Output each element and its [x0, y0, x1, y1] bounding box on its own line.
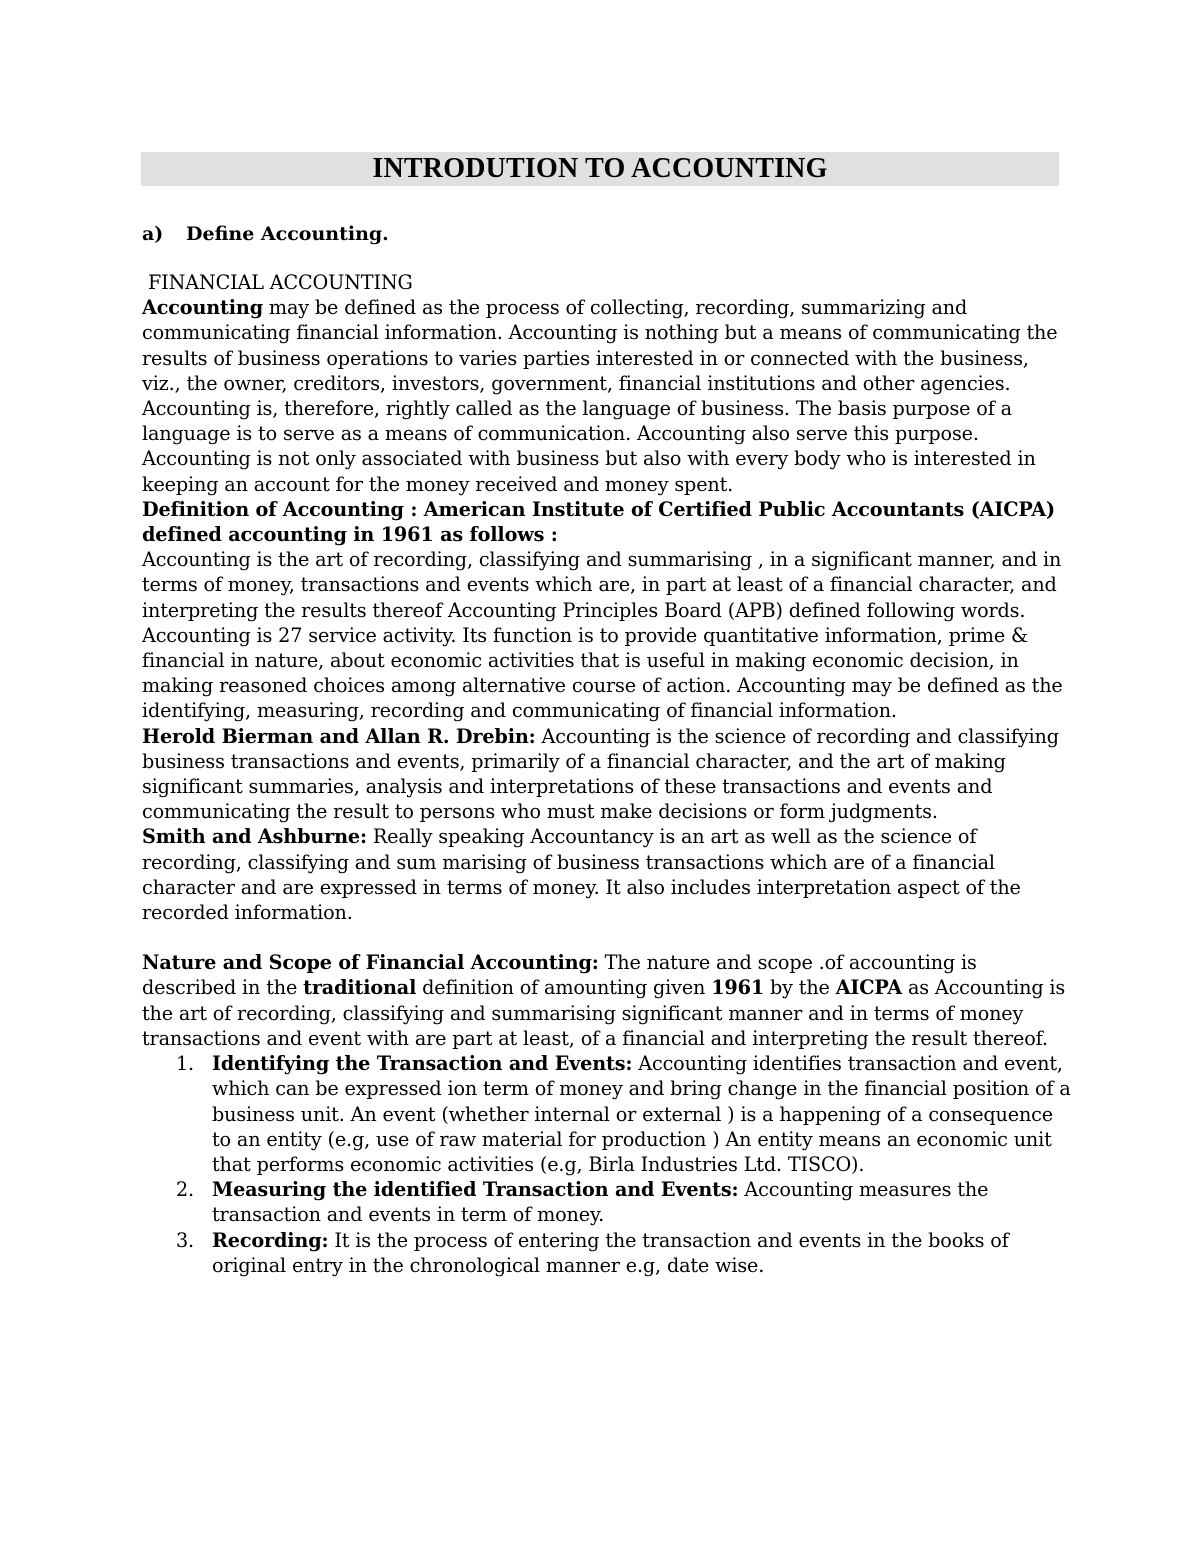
emphasis-text: AICPA — [835, 976, 902, 1000]
list-number: 3. — [176, 1228, 195, 1252]
list-item-lead: Measuring the identified Transaction and Events: — [212, 1178, 739, 1202]
list-number: 2. — [176, 1178, 195, 1202]
list-item-text: It is the process of entering the transaction and events in the books of original entry in the chronological manner e.g, date wise. — [212, 1228, 1009, 1277]
paragraph-lead: Herold Bierman and Allan R. Drebin: — [142, 724, 536, 748]
question-number: a) — [142, 223, 164, 245]
numbered-list — [142, 1051, 1072, 1278]
list-item — [142, 1051, 1072, 1177]
paragraph-text: as Accounting is the art of recording, classifying and summarising significant manner and in terms of money transactions and event with are part at least, of a financial and interpreting the result thereof. — [142, 976, 1066, 1050]
paragraph-smith — [142, 824, 1072, 925]
emphasis-text: 1961 — [711, 976, 765, 1000]
paragraph-aicpa-definition: Accounting is the art of recording, classifying and summarising , in a significant manner, and in terms of money, transactions and events which are, in part at least of a financial character, and interpreting the results thereof Accounting Principles Board (APB) defined following words. Accounting is 27 service activity. Its function is to provide quantitative information, prime & financial in nature, about economic activities that is useful in making economic decision, in making reasoned choices among alternative course of action. Accounting may be defined as the identifying, measuring, recording and communicating of financial information. — [142, 548, 1063, 723]
section-subheading: FINANCIAL ACCOUNTING — [148, 271, 413, 294]
question-text: Define Accounting. — [186, 223, 389, 245]
paragraph-text: Really speaking Accountancy is an art as well as the science of recording, classifying and sum marising of business transactions which are of a financial character and are expressed in terms of money. It also includes interpretation aspect of the recorded information. — [142, 825, 1021, 925]
paragraph-lead: Accounting — [142, 296, 263, 320]
paragraph-text: Accounting is the science of recording and classifying business transactions and events, primarily of a financial character, and the art of making significant summaries, analysis and interpretations of these transactions and events and communicating the result to persons who must make decisions or form judgments. — [142, 724, 1059, 824]
paragraph-spacer — [142, 925, 1072, 950]
paragraph-nature-scope — [142, 950, 1072, 1051]
paragraph-lead: Smith and Ashburne: — [142, 825, 367, 849]
aicpa-heading-text: Definition of Accounting : American Institute of Certified Public Accountants (AICPA) defined accounting in 1961 as follows : — [142, 497, 1055, 547]
list-item-text: Accounting identifies transaction and event, which can be expressed ion term of money and bring change in the financial position of a business unit. An event (whether internal or external ) is a happening of a consequence to an entity (e.g, use of raw material for production ) An entity means an economic unit that performs economic activities (e.g, Birla Industries Ltd. TISCO). — [212, 1052, 1071, 1176]
emphasis-text: traditional — [303, 976, 417, 1000]
list-item-lead: Identifying the Transaction and Events: — [212, 1052, 633, 1076]
list-item-text: Accounting measures the transaction and events in term of money. — [212, 1178, 989, 1227]
list-number: 1. — [176, 1052, 195, 1076]
list-item-lead: Recording: — [212, 1228, 329, 1252]
paragraph-text: by the — [764, 976, 836, 1000]
paragraph-accounting-definition — [142, 295, 1072, 497]
list-item — [142, 1228, 1072, 1278]
aicpa-heading — [142, 497, 1072, 547]
document-body — [142, 270, 1072, 1278]
paragraph-text: The nature and scope .of accounting is described in the — [142, 951, 977, 1000]
paragraph-text: definition of amounting given — [416, 976, 712, 1000]
paragraph-bierman — [142, 724, 1072, 825]
list-item — [142, 1177, 1072, 1227]
paragraph-lead: Nature and Scope of Financial Accounting: — [142, 951, 599, 975]
question-heading — [142, 222, 389, 247]
paragraph-text: may be defined as the process of collecting, recording, summarizing and communicating financial information. Accounting is nothing but a means of communicating the results of business operations to varies parties interested in or connected with the business, viz., the owner, creditors, investors, government, financial institutions and other agencies. Accounting is, therefore, rightly called as the language of business. The basis purpose of a language is to serve as a means of communication. Accounting also serve this purpose. Accounting is not only associated with business but also with every body who is interested in keeping an account for the money received and money spent. — [142, 296, 1058, 496]
page-title: INTRODUTION TO ACCOUNTING — [372, 153, 828, 184]
